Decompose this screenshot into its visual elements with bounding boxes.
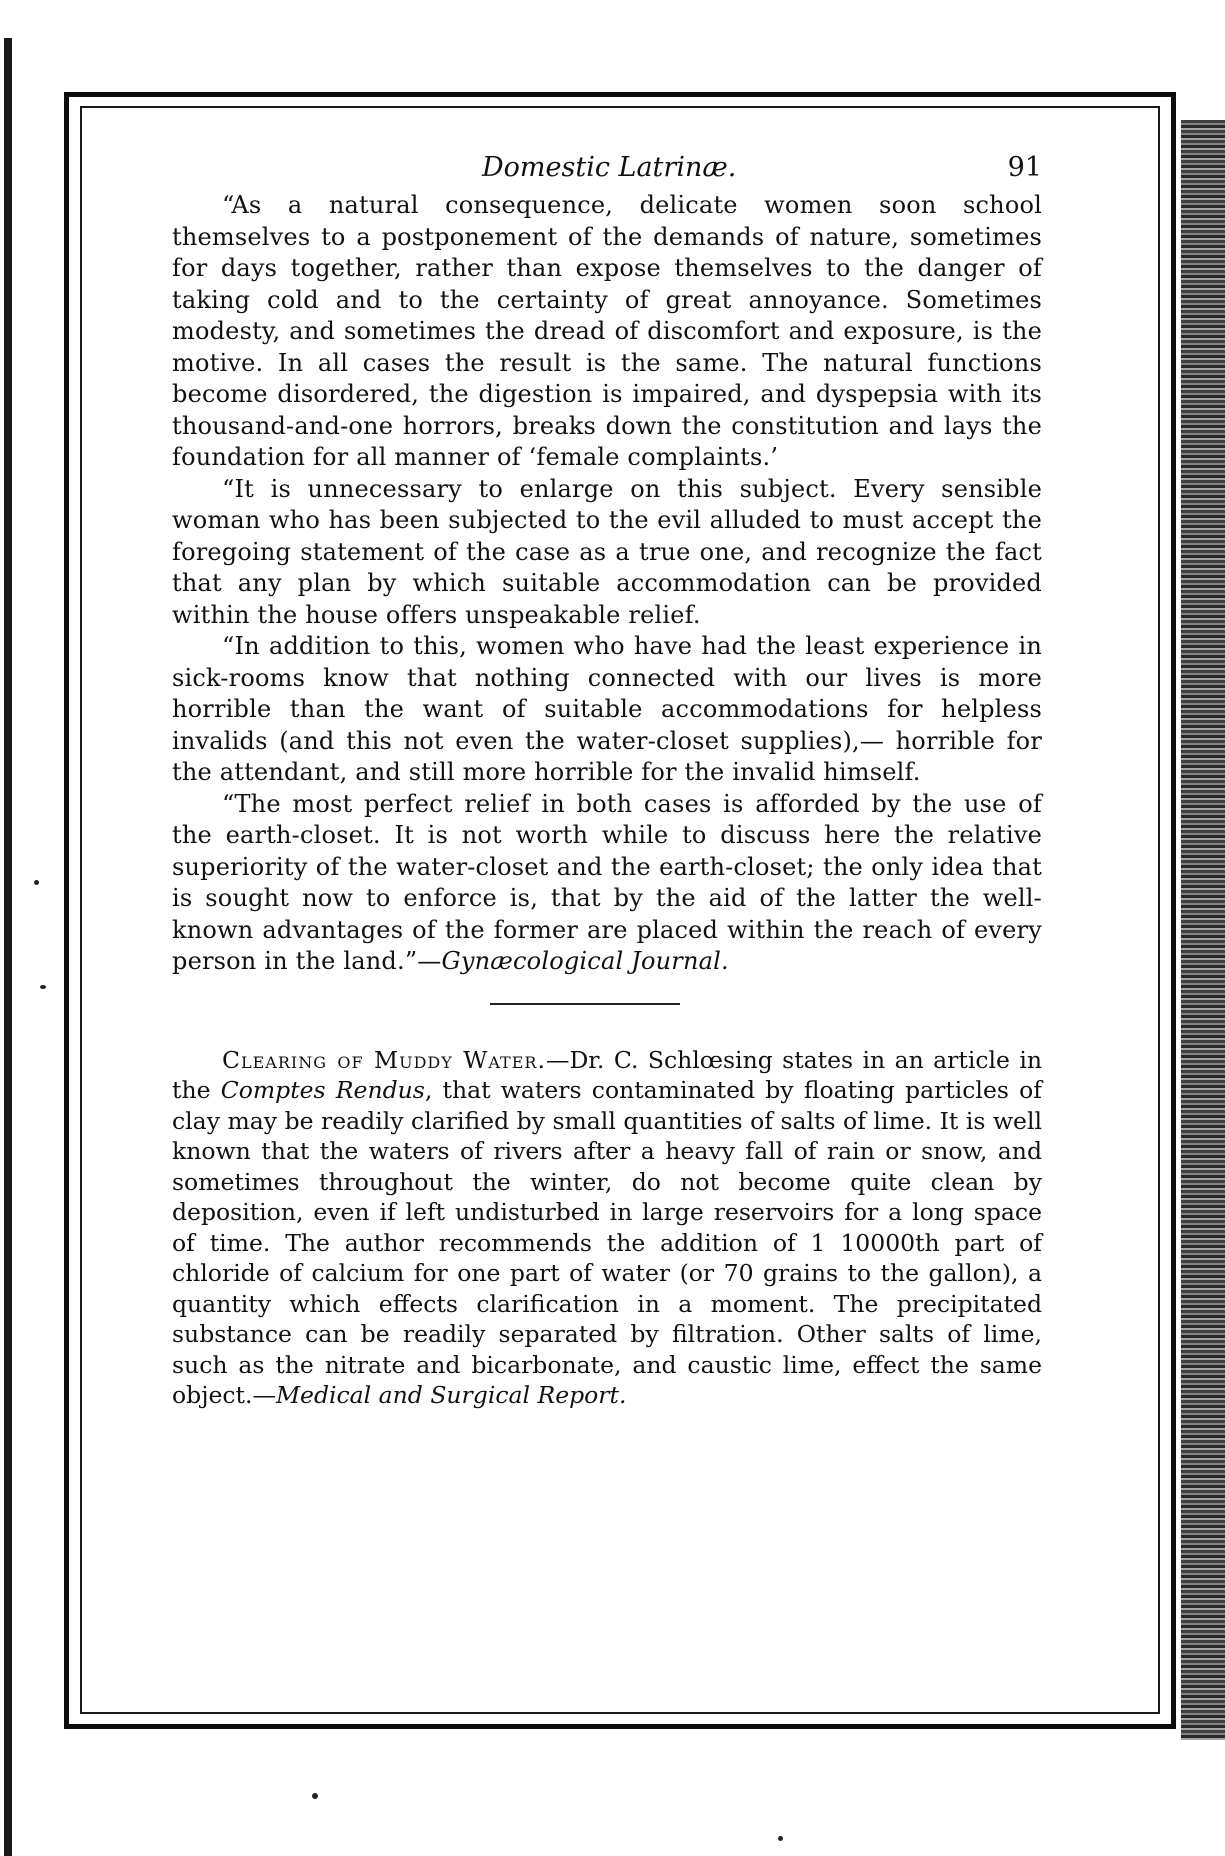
speck-mark [34,880,39,885]
running-head [172,150,1042,190]
article-intro: —Dr. C. Schlœsing states in an article in the [172,1045,1042,1104]
quote-paragraph-3: “In addition to this, women who have had the least experience in sick-rooms know that nothing connected with our lives is more horrible than the want of suitable accommodations for helpless invalids (and this not even the water-closet supplies),— horrible for the attendant, and still more horrible for the invalid himself. [172,632,1042,786]
quote-paragraph-4-text: “The most perfect relief in both cases is afforded by the use of the earth-closet. It is not worth while to discuss here the relative superiority of the water-closet and the earth-closet; the only idea that is sought now to enforce is, that by the aid of the latter the well-known advantages of the former are placed within the reach of every person in the land.”— [172,789,1042,975]
speck-mark [312,1793,318,1799]
quote-paragraph-1: “As a natural consequence, delicate women soon school themselves to a postponement of the demands of nature, sometimes for days together, rather than expose themselves to the danger of taking cold and to the certainty of great annoyance. Sometimes modesty, and sometimes the dread of discomfort and exposure, is the motive. In all cases the result is the same. The natural functions become disordered, the digestion is impaired, and dyspepsia with its thousand-and-one horrors, breaks down the constitution and lays the foundation for all manner of ‘female complaints.’ [172,191,1042,471]
section-divider [490,1003,680,1005]
running-title: Domestic Latrinæ. [482,152,737,183]
speck-mark [40,985,46,989]
page-number: 91 [1007,152,1042,183]
page-content [172,150,1042,1411]
article-source: Medical and Surgical Report. [275,1381,627,1409]
page-edge-texture [1181,120,1225,1740]
quote-paragraph-4 [172,789,1042,978]
article-paragraph [172,1045,1042,1411]
article-heading: Clearing of Muddy Water. [222,1045,546,1074]
article-body: , that waters contaminated by floating particles of clay may be readily clarified by small quantities of salts of lime. It is well known that the waters of rivers after a heavy fall of rain or snow, and sometimes throughout the winter, do not become quite clean by deposition, even if left undisturbed in large reservoirs for a long space of time. The author recommends the addition of 1 10000th part of chloride of calcium for one part of water (or 70 grains to the gallon), a quantity which effects clarification in a moment. The precipitated substance can be readily separated by filtration. Other salts of lime, such as the nitrate and bicarbonate, and caustic lime, effect the same object.— [172,1076,1042,1409]
book-spine-edge [0,38,16,1856]
quote-source: Gynæcological Journal. [441,947,729,975]
quote-paragraph-2: “It is unnecessary to enlarge on this subject. Every sensible woman who has been subjected to the evil alluded to must accept the foregoing statement of the case as a true one, and recognize the fact that any plan by which suitable accommodation can be provided within the house offers unspeakable relief. [172,474,1042,629]
speck-mark [778,1836,783,1841]
article-journal: Comptes Rendus [220,1076,425,1104]
